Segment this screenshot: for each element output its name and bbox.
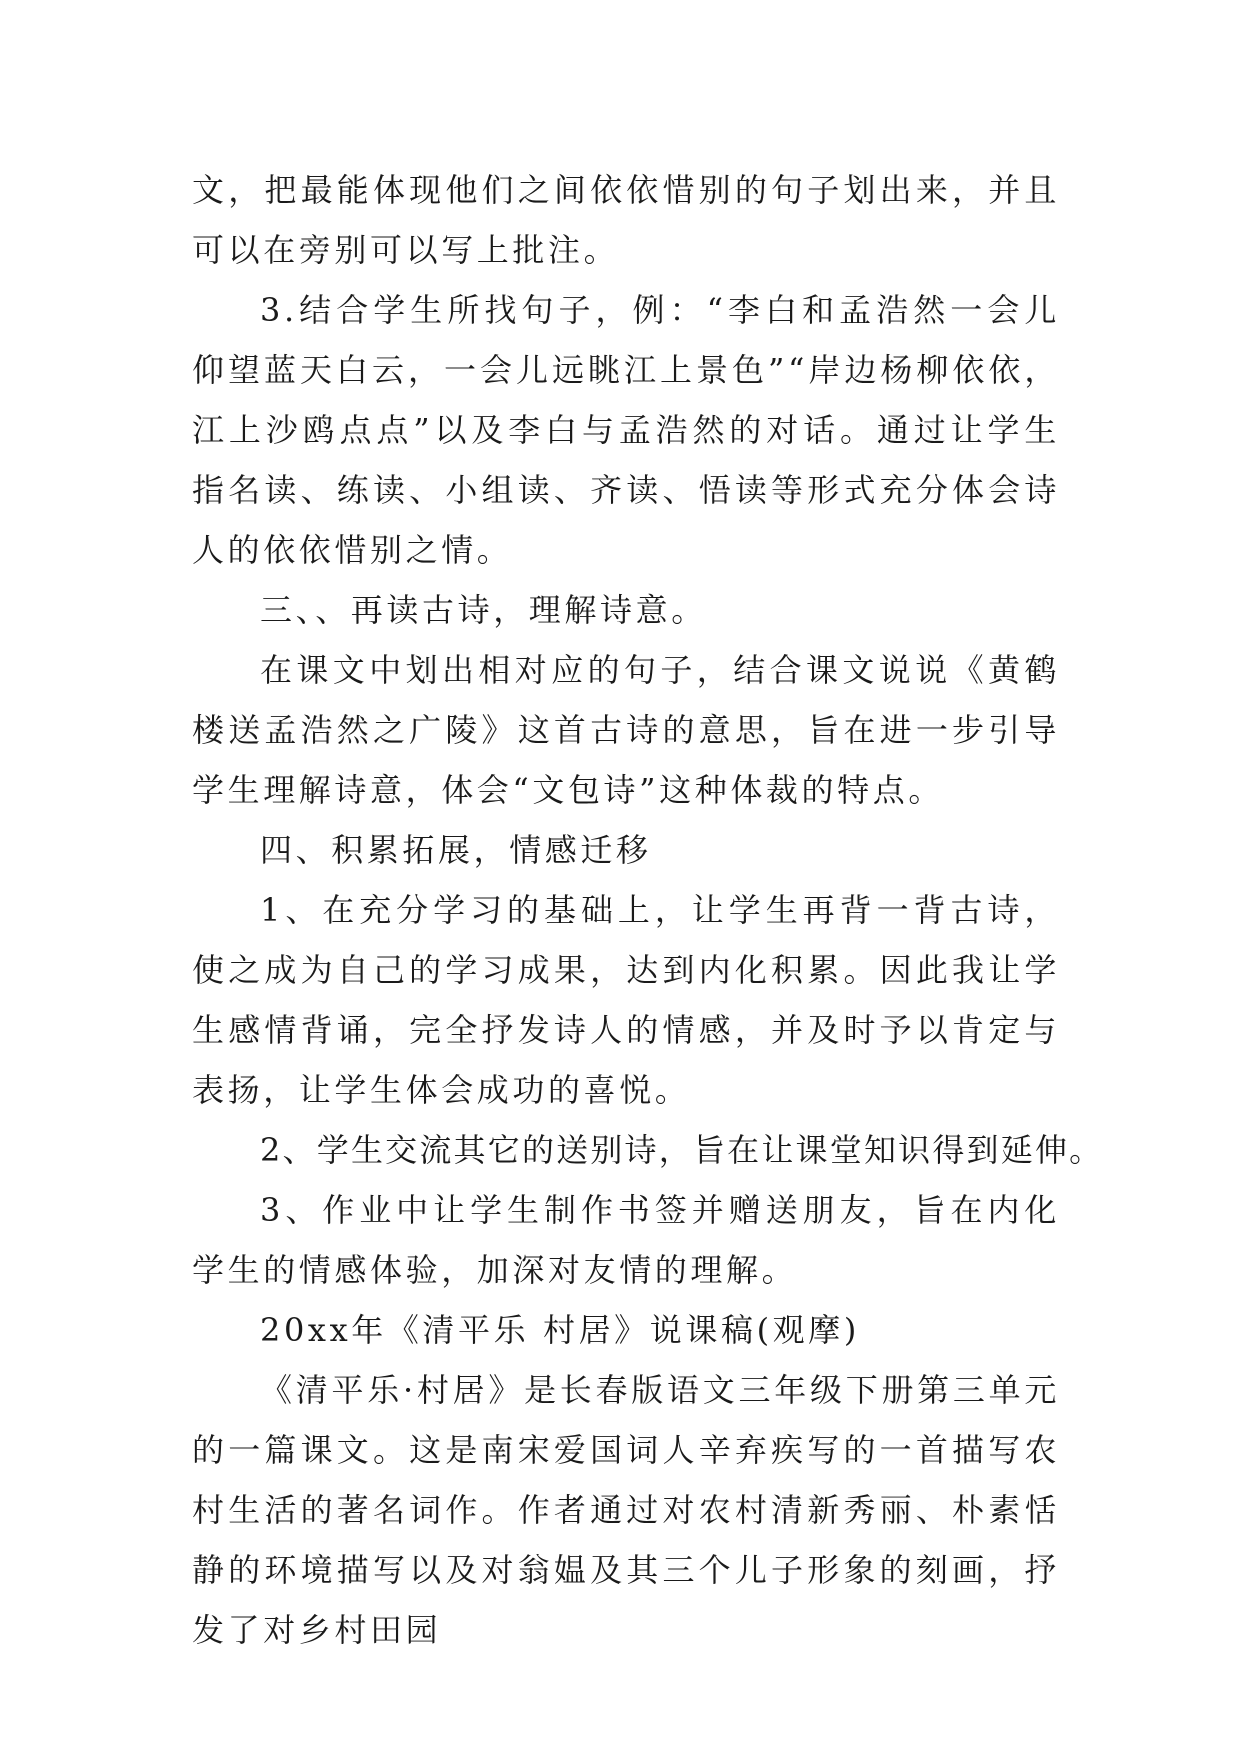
section-heading-3: 三、、再读古诗，理解诗意。 xyxy=(260,591,707,629)
body-text xyxy=(192,160,1104,1660)
paragraph-6: 1、在充分学习的基础上，让学生再背一背古诗，使之成为自己的学习成果，达到内化积累。因此我让学生感情背诵，完全抒发诗人的情感，并及时予以肯定与表扬，让学生体会成功的喜悦。 xyxy=(192,891,1060,1109)
paragraph-1: 文，把最能体现他们之间依依惜别的句子划出来，并且可以在旁别可以写上批注。 xyxy=(192,171,1060,269)
section-heading-4: 四、积累拓展，情感迁移 xyxy=(260,831,652,869)
paragraph-2: 3.结合学生所找句子，例：“李白和孟浩然一会儿仰望蓝天白云，一会儿远眺江上景色”“岸边杨柳依依，江上沙鸥点点”以及李白与孟浩然的对话。通过让学生指名读、练读、小组读、齐读、悟读等形式充分体会诗人的依依惜别之情。 xyxy=(192,291,1060,569)
paragraph-8: 3、作业中让学生制作书签并赠送朋友，旨在内化学生的情感体验，加深对友情的理解。 xyxy=(192,1191,1060,1289)
paragraph-7: 2、学生交流其它的送别诗，旨在让课堂知识得到延伸。 xyxy=(260,1131,1104,1169)
paragraph-4: 在课文中划出相对应的句子，结合课文说说《黄鹤楼送孟浩然之广陵》这首古诗的意思，旨在进一步引导学生理解诗意，体会“文包诗”这种体裁的特点。 xyxy=(192,651,1060,809)
paragraph-10: 《清平乐·村居》是长春版语文三年级下册第三单元的一篇课文。这是南宋爱国词人辛弃疾写的一首描写农村生活的著名词作。作者通过对农村清新秀丽、朴素恬静的环境描写以及对翁媪及其三个儿子形象的刻画，抒发了对乡村田园 xyxy=(192,1371,1060,1649)
article-title: 20xx年《清平乐 村居》说课稿(观摩) xyxy=(260,1311,860,1349)
